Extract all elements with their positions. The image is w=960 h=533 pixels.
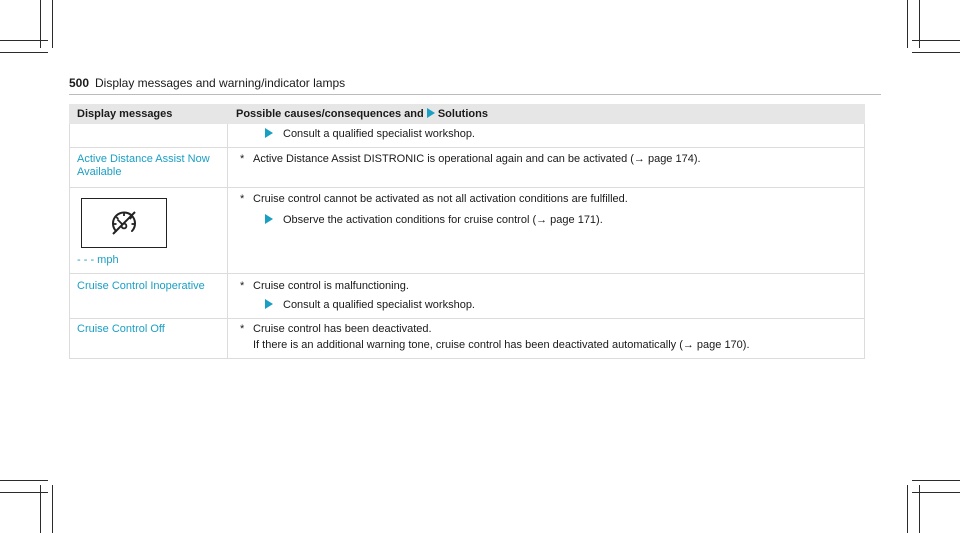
cause-line	[235, 323, 858, 336]
header-causes-label: Possible causes/consequences and	[236, 108, 424, 120]
message-text: Cruise Control Inoperative	[77, 280, 205, 292]
message-cell	[70, 148, 228, 188]
cause-line	[235, 280, 858, 293]
cause-text: Cruise control has been deactivated.	[253, 323, 432, 335]
cause-symbol: *	[240, 193, 245, 205]
solution-arrow-icon	[427, 108, 435, 118]
solution-cell	[228, 124, 865, 148]
message-cell	[70, 188, 228, 274]
cause-line	[235, 153, 858, 166]
crop-mark-bottom-left-h	[0, 492, 48, 493]
solution-arrow-icon	[265, 299, 273, 309]
solution-cell	[228, 274, 865, 319]
page-header	[69, 74, 881, 95]
table-row	[70, 148, 865, 188]
crop-mark-top-right-v2	[907, 0, 908, 48]
table-row	[70, 188, 865, 274]
cause-text: Cruise control is malfunctioning.	[253, 280, 409, 292]
solution-line	[235, 128, 858, 141]
crop-mark-top-left-h2	[0, 52, 48, 53]
solution-cell	[228, 148, 865, 188]
header-causes-solutions	[228, 105, 865, 124]
message-cell	[70, 124, 228, 148]
table-header-row	[70, 105, 865, 124]
crop-mark-top-right-h2	[912, 52, 960, 53]
solution-text: Consult a qualified specialist workshop.	[283, 299, 475, 311]
cause-symbol: *	[240, 323, 245, 335]
continuation-line: If there is an additional warning tone, cruise control has been deactivated automatically (→ page 170).	[253, 339, 750, 351]
solution-arrow-icon	[265, 128, 273, 138]
page-number: 500	[69, 76, 90, 90]
crop-mark-bottom-left-h2	[0, 480, 48, 481]
crop-mark-top-right-h	[912, 40, 960, 41]
solution-text: Observe the activation conditions for cruise control (→ page 171).	[283, 214, 603, 226]
solution-arrow-icon	[265, 214, 273, 224]
table-row	[70, 124, 865, 148]
cause-line	[235, 193, 858, 206]
crop-mark-bottom-right-h	[912, 492, 960, 493]
header-display-messages: Display messages	[70, 105, 228, 124]
header-solutions-label: Solutions	[437, 108, 488, 120]
solution-text: Consult a qualified specialist workshop.	[283, 128, 475, 140]
message-cell	[70, 274, 228, 319]
crop-mark-bottom-right-v2	[907, 485, 908, 533]
page-title: Display messages and warning/indicator lamps	[95, 76, 346, 90]
display-messages-table	[69, 104, 865, 359]
message-text: - - - mph	[77, 254, 119, 266]
crop-mark-top-left-v2	[52, 0, 53, 48]
crop-mark-bottom-right-h2	[912, 480, 960, 481]
message-cell	[70, 319, 228, 359]
solution-line	[235, 299, 858, 312]
message-text: Cruise Control Off	[77, 323, 165, 335]
crop-mark-top-left-h	[0, 40, 48, 41]
crop-mark-bottom-left-v2	[52, 485, 53, 533]
solution-cell	[228, 319, 865, 359]
solution-cell	[228, 188, 865, 274]
cause-text: Active Distance Assist DISTRONIC is operational again and can be activated (→ page 174).	[253, 153, 701, 165]
speedometer-display	[81, 198, 167, 248]
cause-symbol: *	[240, 153, 245, 165]
message-text: Active Distance Assist Now Available	[77, 153, 210, 178]
cause-symbol: *	[240, 280, 245, 292]
cause-text: Cruise control cannot be activated as not all activation conditions are fulfilled.	[253, 193, 628, 205]
speedometer-icon	[111, 210, 137, 236]
table-row	[70, 319, 865, 359]
table-row	[70, 274, 865, 319]
solution-line	[235, 214, 858, 227]
